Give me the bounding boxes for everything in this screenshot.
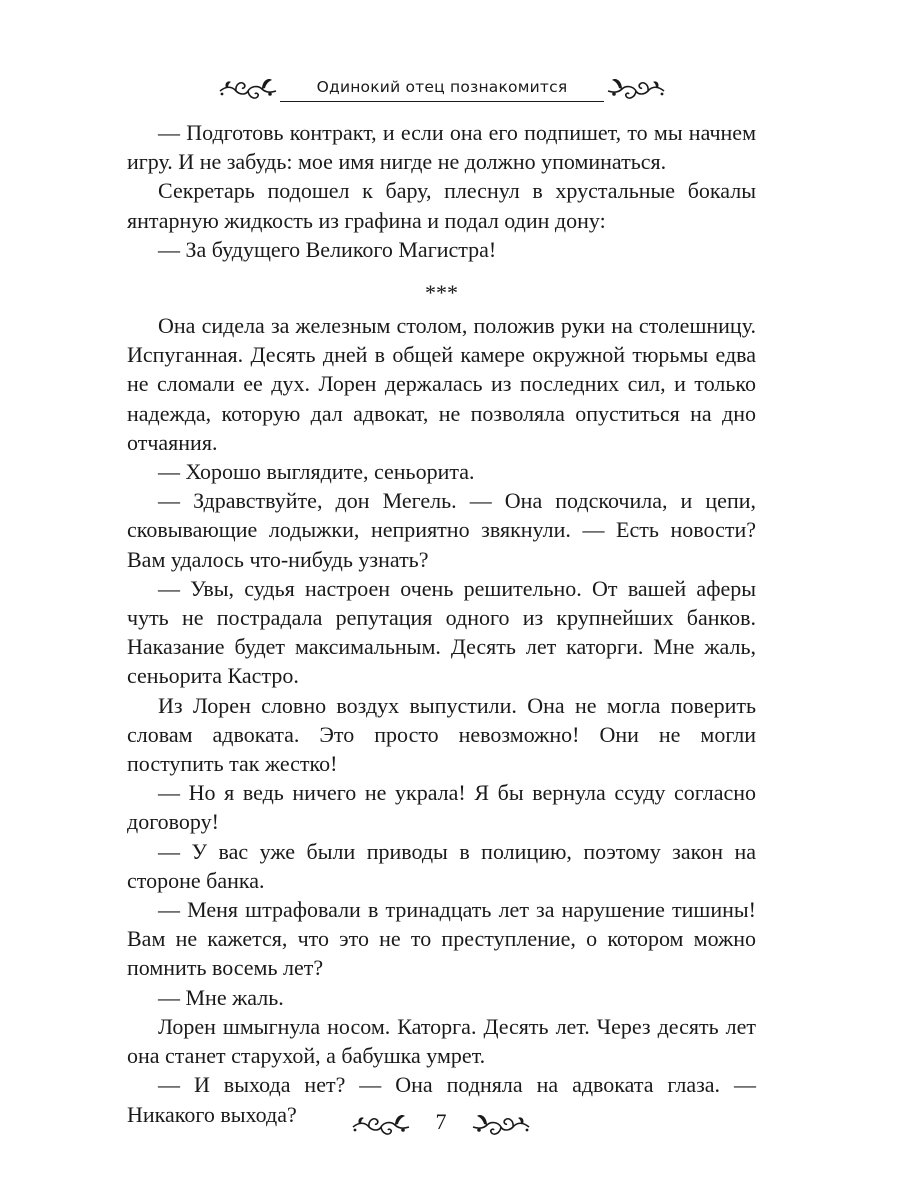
floral-flourish-icon — [350, 1110, 412, 1140]
paragraph: — Мне жаль. — [158, 984, 284, 1010]
paragraph: Лорен шмыгнула носом. Каторга. Десять лет. Через десять лет она станет старухой, а бабушка умрет. — [127, 1013, 756, 1069]
paragraph: — Увы, судья настроен очень решительно. От вашей аферы чуть не пострадала репутация одного из крупнейших банков. Наказание будет максимальным. Десять лет каторги. Мне жаль, сеньорита Кастро. — [127, 575, 756, 689]
paragraph: — Но я ведь ничего не украла! Я бы вернула ссуду согласно договору! — [127, 780, 756, 835]
paragraph: — Подготовь контракт, и если она его подпишет, то мы начнем игру. И не забудь: мое имя нигде не должно упоминаться. — [127, 120, 756, 175]
paragraph: Из Лорен словно воздух выпустили. Она не могла поверить словам адвоката. Это просто невозможно! Они не могли поступить так жестко! — [127, 692, 756, 777]
page-footer — [350, 1106, 532, 1146]
running-header — [218, 70, 666, 110]
paragraph: Секретарь подошел к бару, плеснул в хрустальные бокалы янтарную жидкость из графина и подал один дону: — [127, 178, 756, 233]
paragraph: — Хорошо выглядите, сеньорита. — [158, 459, 475, 485]
paragraph: Она сидела за железным столом, положив руки на столешницу. Испуганная. Десять дней в общей камере окружной тюрьмы едва не сломали ее дух. Лорен держалась из последних сил, и только надежда, которую дал адвокат, не позволяла опуститься на дно отчаяния. — [127, 313, 756, 455]
floral-flourish-icon — [218, 74, 278, 104]
paragraph: — И выхода нет? — Она подняла на адвоката глаза. — Никакого выхода? — [127, 1072, 756, 1127]
floral-flourish-icon — [606, 74, 666, 104]
paragraph: — За будущего Великого Магистра! — [158, 236, 497, 262]
scene-separator: *** — [425, 280, 458, 306]
paragraph: — У вас уже были приводы в полицию, поэтому закон на стороне банка. — [127, 838, 756, 893]
running-title: Одинокий отец познакомится — [316, 78, 568, 96]
floral-flourish-icon — [470, 1110, 532, 1140]
paragraph: — Меня штрафовали в тринадцать лет за нарушение тишины! Вам не кажется, что это не то преступление, о котором можно помнить восемь лет? — [127, 897, 756, 981]
header-rule — [280, 101, 604, 102]
page-number: 7 — [435, 1109, 447, 1134]
paragraph: — Здравствуйте, дон Мегель. — Она подскочила, и цепи, сковывающие лодыжки, неприятно звякнули. — Есть новости? Вам удалось что-нибудь узнать? — [127, 488, 756, 572]
page-body — [127, 118, 756, 1129]
